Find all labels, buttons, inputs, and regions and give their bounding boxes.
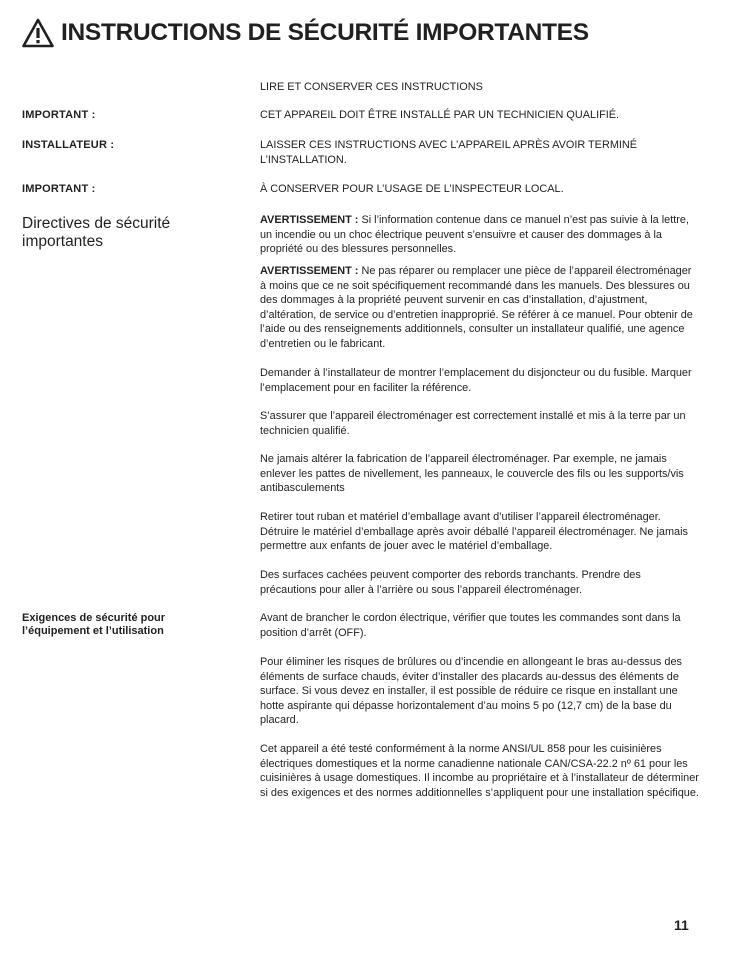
section-heading: Exigences de sécurité pour l’équipement et l’utilisation — [22, 612, 166, 637]
header-row-text: À CONSERVER POUR L’USAGE DE L’INSPECTEUR LOCAL. — [260, 183, 564, 195]
warning-text: Ne pas réparer ou remplacer une pièce de l’appareil électroménager à moins que ce ne soit spécifiquement recommandé dans les manuels. Des blessures ou des dommages à la propriété peuvent survenir en cas d’installation, d’ajustment, d’altération, de service ou d’entretien inapproprié. Se référer à ce manuel. Pour obtenir de l’aide ou des renseignements additionnels, consulter un installateur qualifié, une agence d’entretien ou le fabricant. — [260, 265, 693, 350]
header-row-label: INSTALLATEUR : — [22, 139, 115, 151]
warning-text: Si l’information contenue dans ce manuel n’est pas suivie à la lettre, un incendie ou un choc électrique peuvent s’ensuivre et causer des dommages à la propriété ou des blessures personnelles. — [260, 214, 689, 256]
warning-triangle-icon — [22, 18, 54, 48]
body-paragraph: Cet appareil a été testé conformément à la norme ANSI/UL 858 pour les cuisinières électriques domestiques et la norme canadienne nationale CAN/CSA-22.2 nº 61 pour les cuisinières à usage domestiques. Il incombe au propriétaire et à l’installateur de déterminer si des exigences et des normes additionnelles s’appliquent pour une installation spécifique. — [260, 743, 699, 799]
header-row-label: IMPORTANT : — [22, 183, 96, 195]
body-paragraph: S’assurer que l’appareil électroménager est correctement installé et mis à la terre par un technicien qualifié. — [260, 410, 686, 437]
body-paragraph: Des surfaces cachées peuvent comporter des rebords tranchants. Prendre des précautions pour aller à l’arrière ou sous l’appareil électroménager. — [260, 569, 641, 596]
section-heading: Directives de sécurité importantes — [22, 215, 171, 250]
warning-label: AVERTISSEMENT : — [260, 214, 359, 226]
warning-paragraph — [260, 213, 700, 257]
warning-label: AVERTISSEMENT : — [260, 265, 359, 277]
body-paragraph: Retirer tout ruban et matériel d’emballage avant d’utiliser l’appareil électroménager. Détruire le matériel d’emballage après avoir déballé l’appareil électroménager. Ne jamais permettre aux enfants de jouer avec le matériel d’emballage. — [260, 511, 688, 553]
warning-paragraph — [260, 264, 700, 352]
header-row-label: IMPORTANT : — [22, 109, 96, 121]
header-row-text: LAISSER CES INSTRUCTIONS AVEC L’APPAREIL APRÈS AVOIR TERMINÉ L’INSTALLATION. — [260, 139, 638, 166]
header-row-text: CET APPAREIL DOIT ÊTRE INSTALLÉ PAR UN TECHNICIEN QUALIFIÉ. — [260, 109, 620, 121]
body-paragraph: Avant de brancher le cordon électrique, vérifier que toutes les commandes sont dans la position d’arrêt (OFF). — [260, 612, 681, 639]
body-paragraph: Demander à l’installateur de montrer l’emplacement du disjoncteur ou du fusible. Marquer l’emplacement pour en faciliter la référence. — [260, 367, 692, 394]
page-number: 11 — [674, 917, 689, 933]
page-header — [22, 18, 589, 48]
header-row-text: LIRE ET CONSERVER CES INSTRUCTIONS — [260, 81, 483, 93]
body-paragraph: Pour éliminer les risques de brûlures ou d’incendie en allongeant le bras au-dessus des éléments de surface chauds, éviter d’installer des placards au-dessus des éléments de surface. Si vous devez en installer, il est possible de réduire ce risque en installant une hotte aspirante qui dépasse horizontalement d’au moins 5 po (12,7 cm) de la base du placard. — [260, 656, 682, 727]
body-paragraph: Ne jamais altérer la fabrication de l’appareil électroménager. Par exemple, ne jamais enlever les pattes de nivellement, les panneaux, le couvercle des fils ou les supports/vis antibasculements — [260, 453, 684, 495]
page-title: INSTRUCTIONS DE SÉCURITÉ IMPORTANTES — [61, 19, 589, 46]
